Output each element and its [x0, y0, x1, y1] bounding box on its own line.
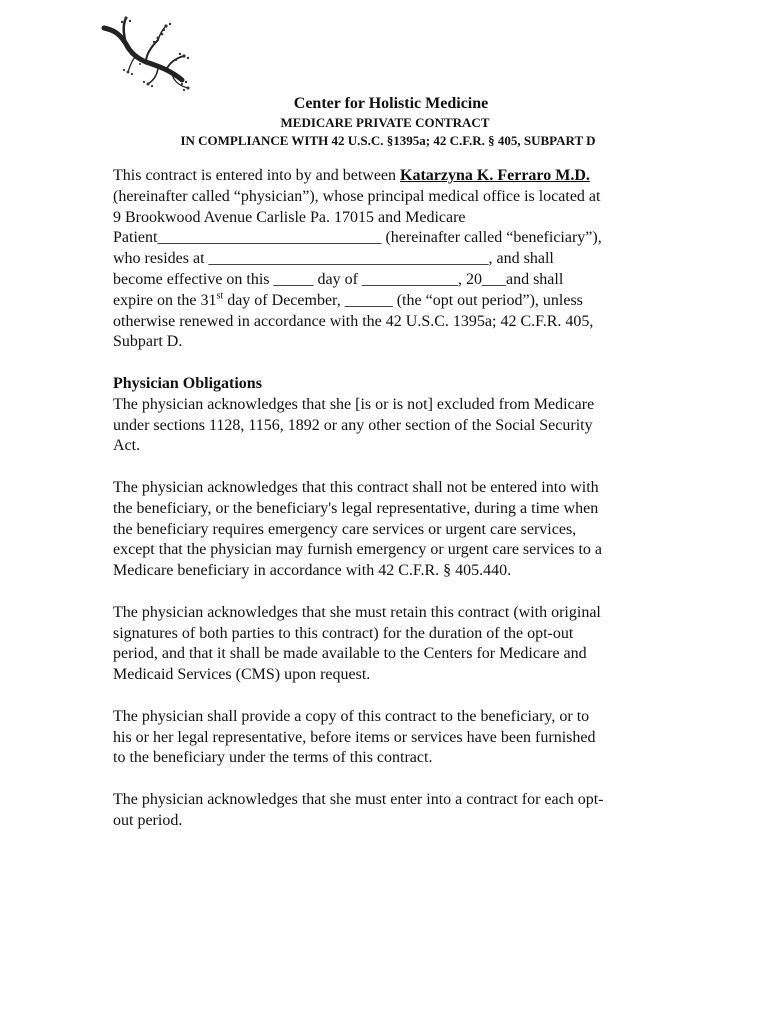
- paragraph-line: the beneficiary, or the beneficiary's legal representative, during a time when: [113, 499, 599, 517]
- intro-paragraph: [113, 166, 693, 353]
- paragraph-line: The physician shall provide a copy of this contract to the beneficiary, or to: [113, 707, 590, 725]
- paragraph-line: except that the physician may furnish emergency or urgent care services to a: [113, 541, 602, 559]
- expire-line: [113, 291, 693, 312]
- document-title: MEDICARE PRIVATE CONTRACT: [280, 115, 490, 130]
- contract-body: [113, 166, 693, 832]
- intro-text: day of December, ______ (the “opt out period”), unless: [223, 291, 583, 309]
- obligation-paragraph: [113, 603, 693, 686]
- paragraph-line: the beneficiary requires emergency care services or urgent care services,: [113, 520, 577, 538]
- paragraph-line: The physician acknowledges that she must enter into a contract for each opt-: [113, 790, 604, 808]
- tree-branch-icon: [100, 14, 192, 92]
- intro-text: This contract is entered into by and between: [113, 167, 401, 184]
- section-heading: Physician Obligations: [113, 374, 262, 392]
- open-paren: (: [113, 187, 119, 205]
- paragraph-line: out period.: [113, 811, 183, 829]
- paragraph-line: The physician acknowledges that she must retain this contract (with original: [113, 603, 601, 621]
- physician-name: Katarzyna K. Ferraro M.D.: [400, 167, 590, 184]
- intro-line: 9 Brookwood Avenue Carlisle Pa. 17015 and Medicare: [113, 208, 466, 226]
- patient-line: Patient____________________________ (hereinafter called “beneficiary”),: [113, 229, 602, 247]
- obligation-paragraph: [113, 790, 693, 832]
- effective-date-line: become effective on this _____ day of ____________, 20___and shall: [113, 270, 564, 288]
- compliance-subtitle: IN COMPLIANCE WITH 42 U.S.C. §1395a; 42 C.F.R. § 405, SUBPART D: [180, 133, 596, 148]
- intro-text: hereinafter called “physician”), whose principal medical office is located at: [118, 187, 601, 205]
- obligation-paragraph: [113, 707, 693, 769]
- intro-line: otherwise renewed in accordance with the 42 U.S.C. 1395a; 42 C.F.R. 405,: [113, 312, 594, 330]
- paragraph-line: The physician acknowledges that this contract shall not be entered into with: [113, 478, 599, 496]
- intro-line: [113, 166, 693, 187]
- obligation-paragraph: [113, 478, 693, 582]
- obligation-paragraph: [113, 395, 693, 457]
- paragraph-line: Medicare beneficiary in accordance with 42 C.F.R. § 405.440.: [113, 562, 512, 580]
- paragraph-line: Medicaid Services (CMS) upon request.: [113, 666, 371, 684]
- paragraph-line: to the beneficiary under the terms of this contract.: [113, 749, 433, 767]
- document-header: [0, 94, 770, 150]
- paragraph-line: The physician acknowledges that she [is or is not] excluded from Medicare: [113, 395, 595, 413]
- paragraph-line: signatures of both parties to this contract) for the duration of the opt-out: [113, 624, 574, 642]
- paragraph-line: Act.: [113, 437, 141, 455]
- paragraph-line: period, and that it shall be made available to the Centers for Medicare and: [113, 645, 587, 663]
- intro-line: [113, 187, 693, 208]
- paragraph-line: his or her legal representative, before items or services have been furnished: [113, 728, 596, 746]
- address-line: who resides at ___________________________________, and shall: [113, 250, 554, 268]
- paragraph-line: under sections 1128, 1156, 1892 or any other section of the Social Security: [113, 416, 593, 434]
- ordinal-suffix: st: [216, 290, 224, 302]
- intro-text: expire on the 31: [113, 291, 217, 309]
- intro-line: Subpart D.: [113, 333, 183, 351]
- organization-name: Center for Holistic Medicine: [293, 95, 489, 112]
